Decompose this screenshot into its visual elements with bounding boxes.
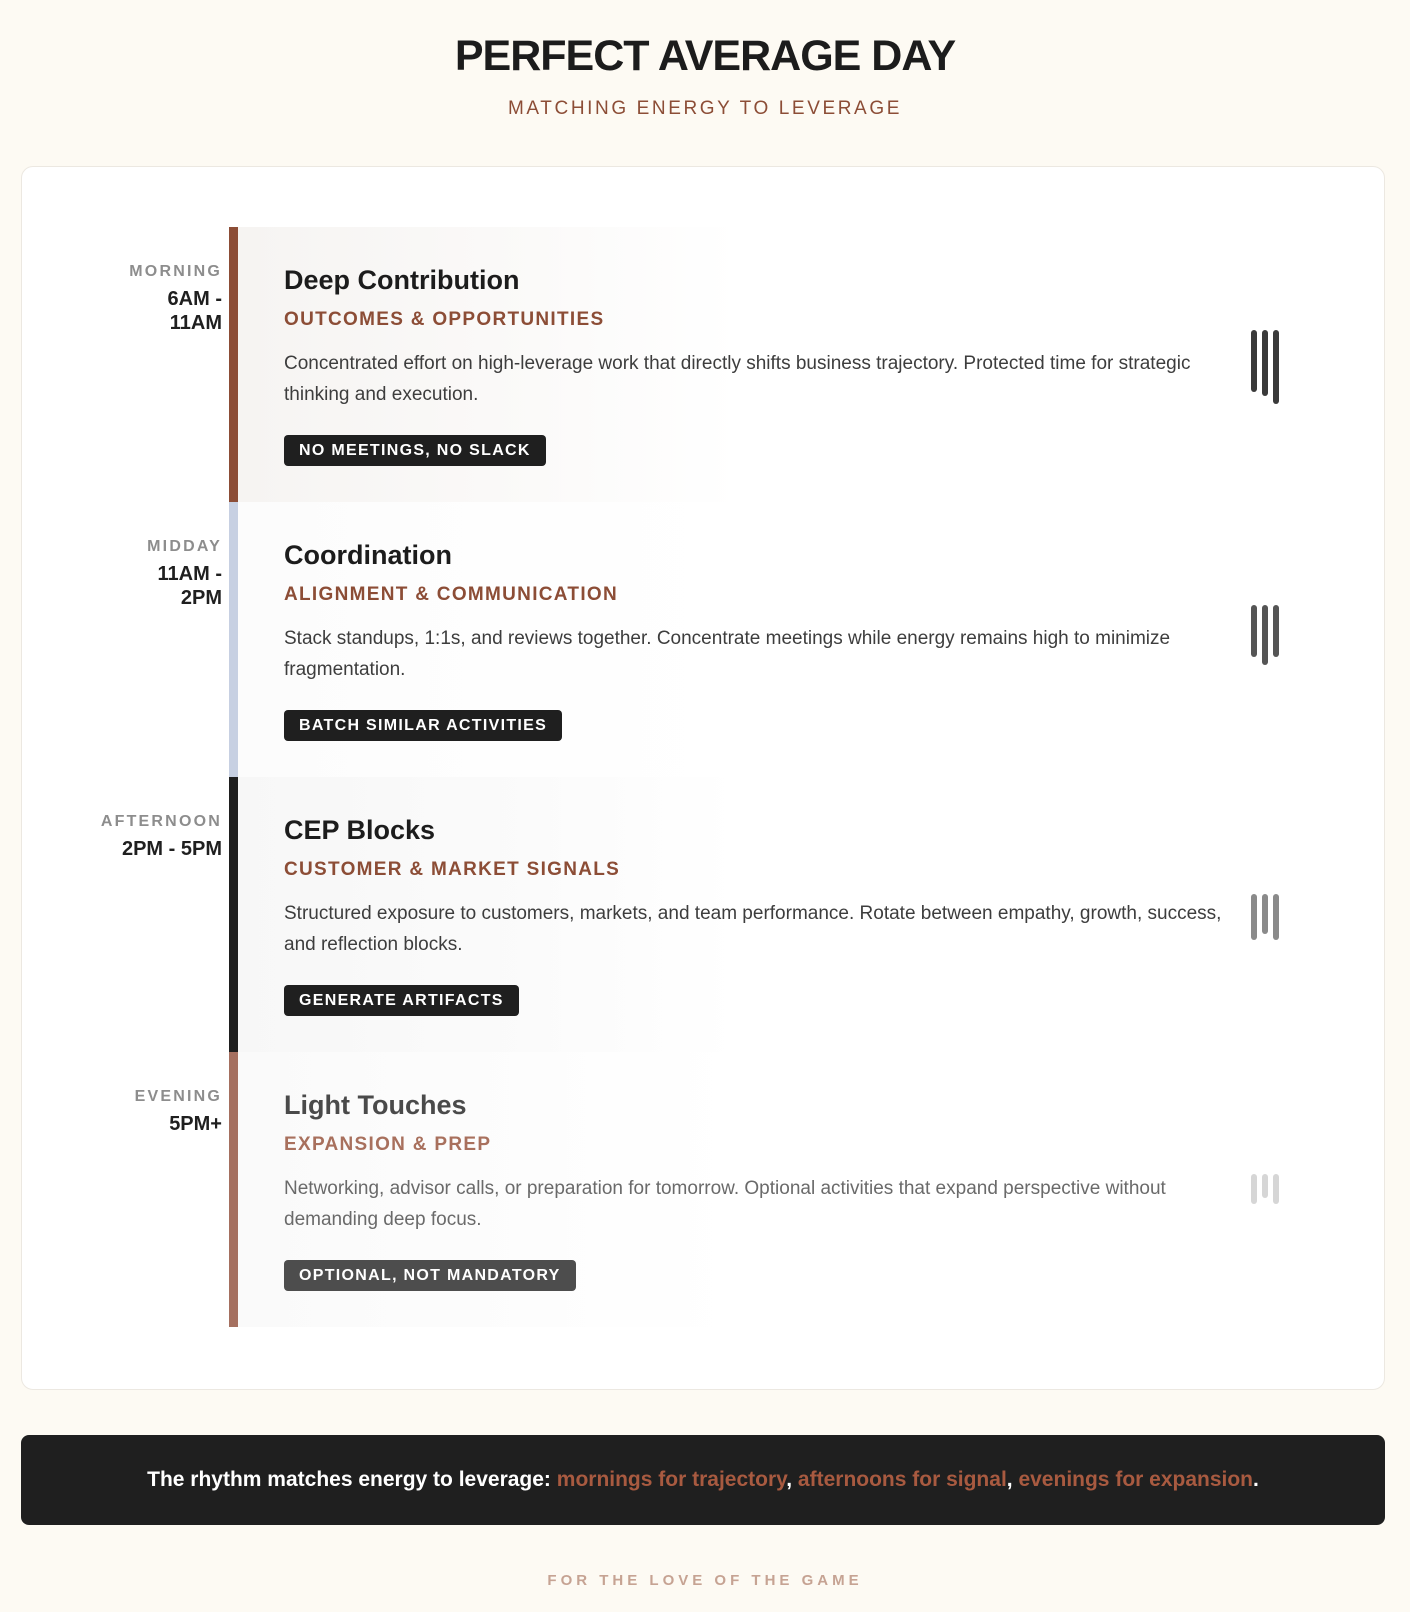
energy-meter-icon: [1251, 1174, 1291, 1206]
energy-bar: [1273, 605, 1279, 657]
block-afternoon: [22, 777, 1386, 1052]
block-description: Stack standups, 1:1s, and reviews together. Concentrate meetings while energy remains high to minimize fragmentation.: [284, 628, 1171, 680]
period-label: EVENING: [134, 1088, 222, 1105]
block-content: [284, 813, 1254, 1016]
block-content: [284, 263, 1254, 466]
energy-bar: [1262, 1174, 1268, 1198]
block-midday: [22, 502, 1386, 777]
block-description: Concentrated effort on high-leverage work that directly shifts business trajectory. Protected time for strategic thinking and execution.: [284, 353, 1191, 405]
block-subtitle: CUSTOMER & MARKET SIGNALS: [284, 859, 621, 880]
energy-bar: [1251, 894, 1257, 940]
block-description: Structured exposure to customers, markets, and team performance. Rotate between empathy, growth, success, and reflection blocks.: [284, 903, 1222, 955]
schedule-card: [21, 166, 1385, 1390]
energy-bar: [1262, 894, 1268, 934]
accent-bar: [229, 502, 238, 777]
block-description: Networking, advisor calls, or preparation for tomorrow. Optional activities that expand perspective without demanding deep focus.: [284, 1178, 1166, 1230]
energy-bar: [1273, 1174, 1279, 1204]
page-header: [0, 0, 1410, 120]
summary-banner: [21, 1435, 1385, 1525]
energy-bar: [1251, 1174, 1257, 1204]
time-label: [62, 1088, 222, 1136]
period-label: MORNING: [129, 263, 222, 280]
time-range: 11AM - 2PM: [157, 563, 222, 609]
accent-bar: [229, 1052, 238, 1327]
page-subtitle: MATCHING ENERGY TO LEVERAGE: [508, 98, 902, 119]
energy-bar: [1273, 330, 1279, 404]
energy-bar: [1251, 605, 1257, 657]
period-label: AFTERNOON: [100, 813, 222, 830]
energy-bar: [1262, 330, 1268, 396]
summary-highlight-evenings: evenings for expansion: [1018, 1468, 1254, 1491]
signoff-text: FOR THE LOVE OF THE GAME: [547, 1572, 863, 1589]
block-subtitle: ALIGNMENT & COMMUNICATION: [284, 584, 619, 605]
summary-end: .: [1253, 1468, 1259, 1491]
energy-meter-icon: [1251, 894, 1291, 940]
summary-highlight-afternoons: afternoons for signal: [797, 1468, 1007, 1491]
time-label: [62, 538, 222, 610]
block-content: [284, 1088, 1254, 1291]
block-tag: BATCH SIMILAR ACTIVITIES: [284, 710, 562, 741]
block-morning: [22, 227, 1386, 502]
block-tag: GENERATE ARTIFACTS: [284, 985, 519, 1016]
accent-bar: [229, 227, 238, 502]
time-range: 2PM - 5PM: [121, 838, 222, 860]
block-title: CEP Blocks: [284, 815, 436, 845]
energy-meter-icon: [1251, 605, 1291, 665]
block-subtitle: EXPANSION & PREP: [284, 1134, 492, 1155]
period-label: MIDDAY: [147, 538, 222, 555]
accent-bar: [229, 777, 238, 1052]
energy-bar: [1251, 330, 1257, 392]
block-subtitle: OUTCOMES & OPPORTUNITIES: [284, 309, 605, 330]
block-title: Deep Contribution: [284, 265, 520, 295]
summary-separator: ,: [786, 1468, 798, 1491]
block-tag: OPTIONAL, NOT MANDATORY: [284, 1260, 576, 1291]
block-tag: NO MEETINGS, NO SLACK: [284, 435, 546, 466]
energy-meter-icon: [1251, 330, 1291, 404]
block-evening: [22, 1052, 1386, 1327]
energy-bar: [1273, 894, 1279, 940]
block-title: Coordination: [284, 540, 452, 570]
energy-bar: [1262, 605, 1268, 665]
time-range: 5PM+: [169, 1113, 222, 1135]
summary-highlight-mornings: mornings for trajectory: [556, 1468, 787, 1491]
block-title: Light Touches: [284, 1090, 467, 1120]
summary-separator: ,: [1006, 1468, 1019, 1491]
page-title: PERFECT AVERAGE DAY: [454, 32, 956, 80]
time-range: 6AM - 11AM: [167, 288, 222, 334]
summary-lead: The rhythm matches energy to leverage:: [147, 1468, 557, 1491]
block-content: [284, 538, 1254, 741]
time-label: [62, 263, 222, 335]
time-label: [62, 813, 222, 861]
